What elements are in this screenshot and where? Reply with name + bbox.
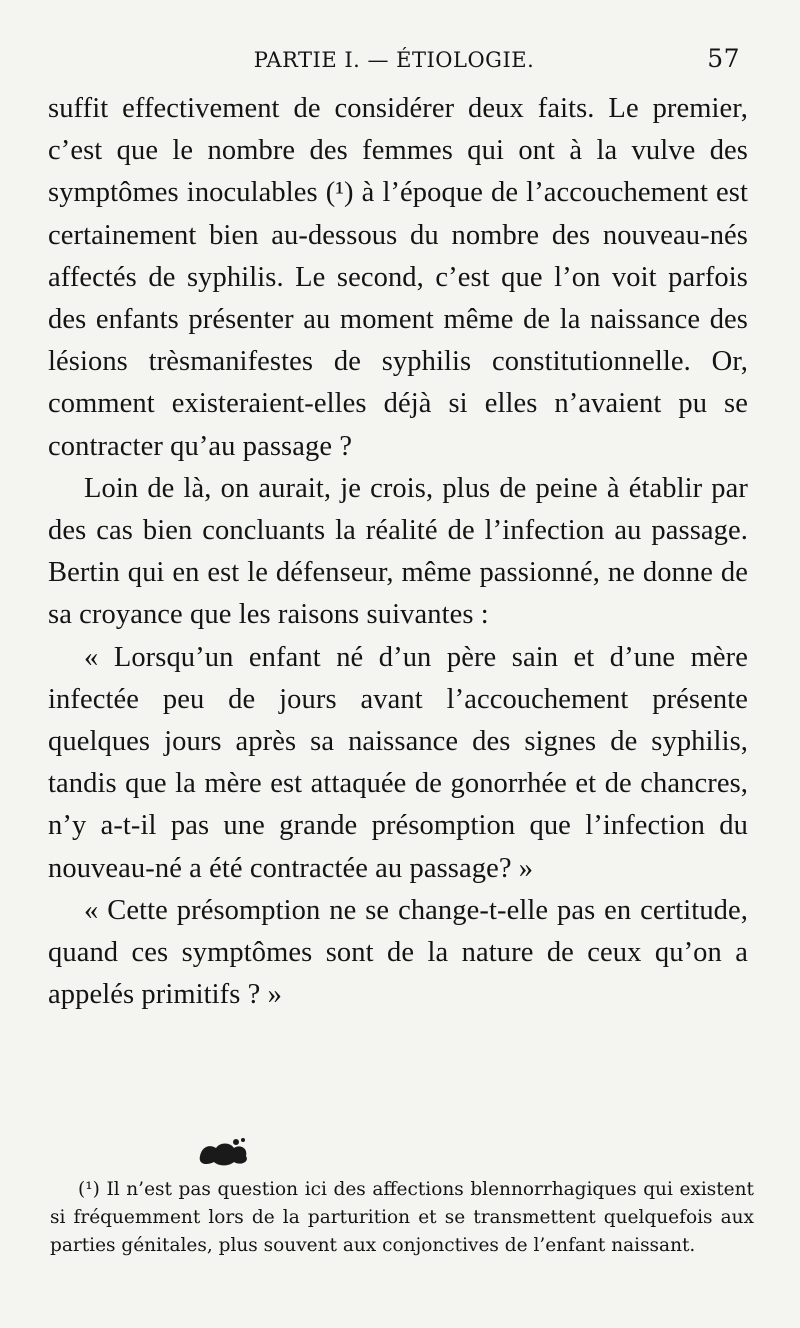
quotation: « Lorsqu’un enfant né d’un père sain et d’une mère infectée peu de jours avant l’accouchement présente quelques jours après sa naissance des signes de syphilis, tandis que la mère est attaquée de gonorrhée et de chancres, n’y a-t-il pas une grande présomption que l’infection du nouveau-né a été contractée au passage? » [48,641,748,884]
page-number: 57 [707,44,740,73]
running-head [48,44,740,78]
footnote [50,1176,754,1260]
running-title: PARTIE I. — ÉTIOLOGIE. [253,48,535,72]
paragraph-continued: suffit effectivement de considérer deux faits. Le premier, c’est que le nombre des femmes qui ont à la vulve des symptômes inoculables (¹) à l’époque de l’accouchement est certainement bien au-dessous du nombre des nouveau-nés affectés de syphilis. Le second, c’est que l’on voit parfois des enfants présenter au moment même de la naissance des lésions trèsmanifestes de syphilis constitutionnelle. Or, comment existeraient-elles déjà si elles n’avaient pu se contracter qu’au passage ? [48,93,748,462]
footnote-marker: (¹) [78,1179,100,1200]
footnote-text: Il n’est pas question ici des affections blennorrhagiques qui existent si fréquemment lors de la parturition et se transmettent quelquefois aux parties génitales, plus souvent aux conjonctives de l’enfant naissant. [50,1179,754,1256]
ink-blot-ornament [196,1136,252,1168]
paragraph: Loin de là, on aurait, je crois, plus de peine à établir par des cas bien concluants la réalité de l’infection au passage. Bertin qui en est le défenseur, même passionné, ne donne de sa croyance que les raisons suivantes : [48,472,748,631]
quotation: « Cette présomption ne se change-t-elle pas en certitude, quand ces symptômes sont de la nature de ceux qu’on a appelés primitifs ? » [48,894,748,1011]
main-text [48,88,748,1016]
